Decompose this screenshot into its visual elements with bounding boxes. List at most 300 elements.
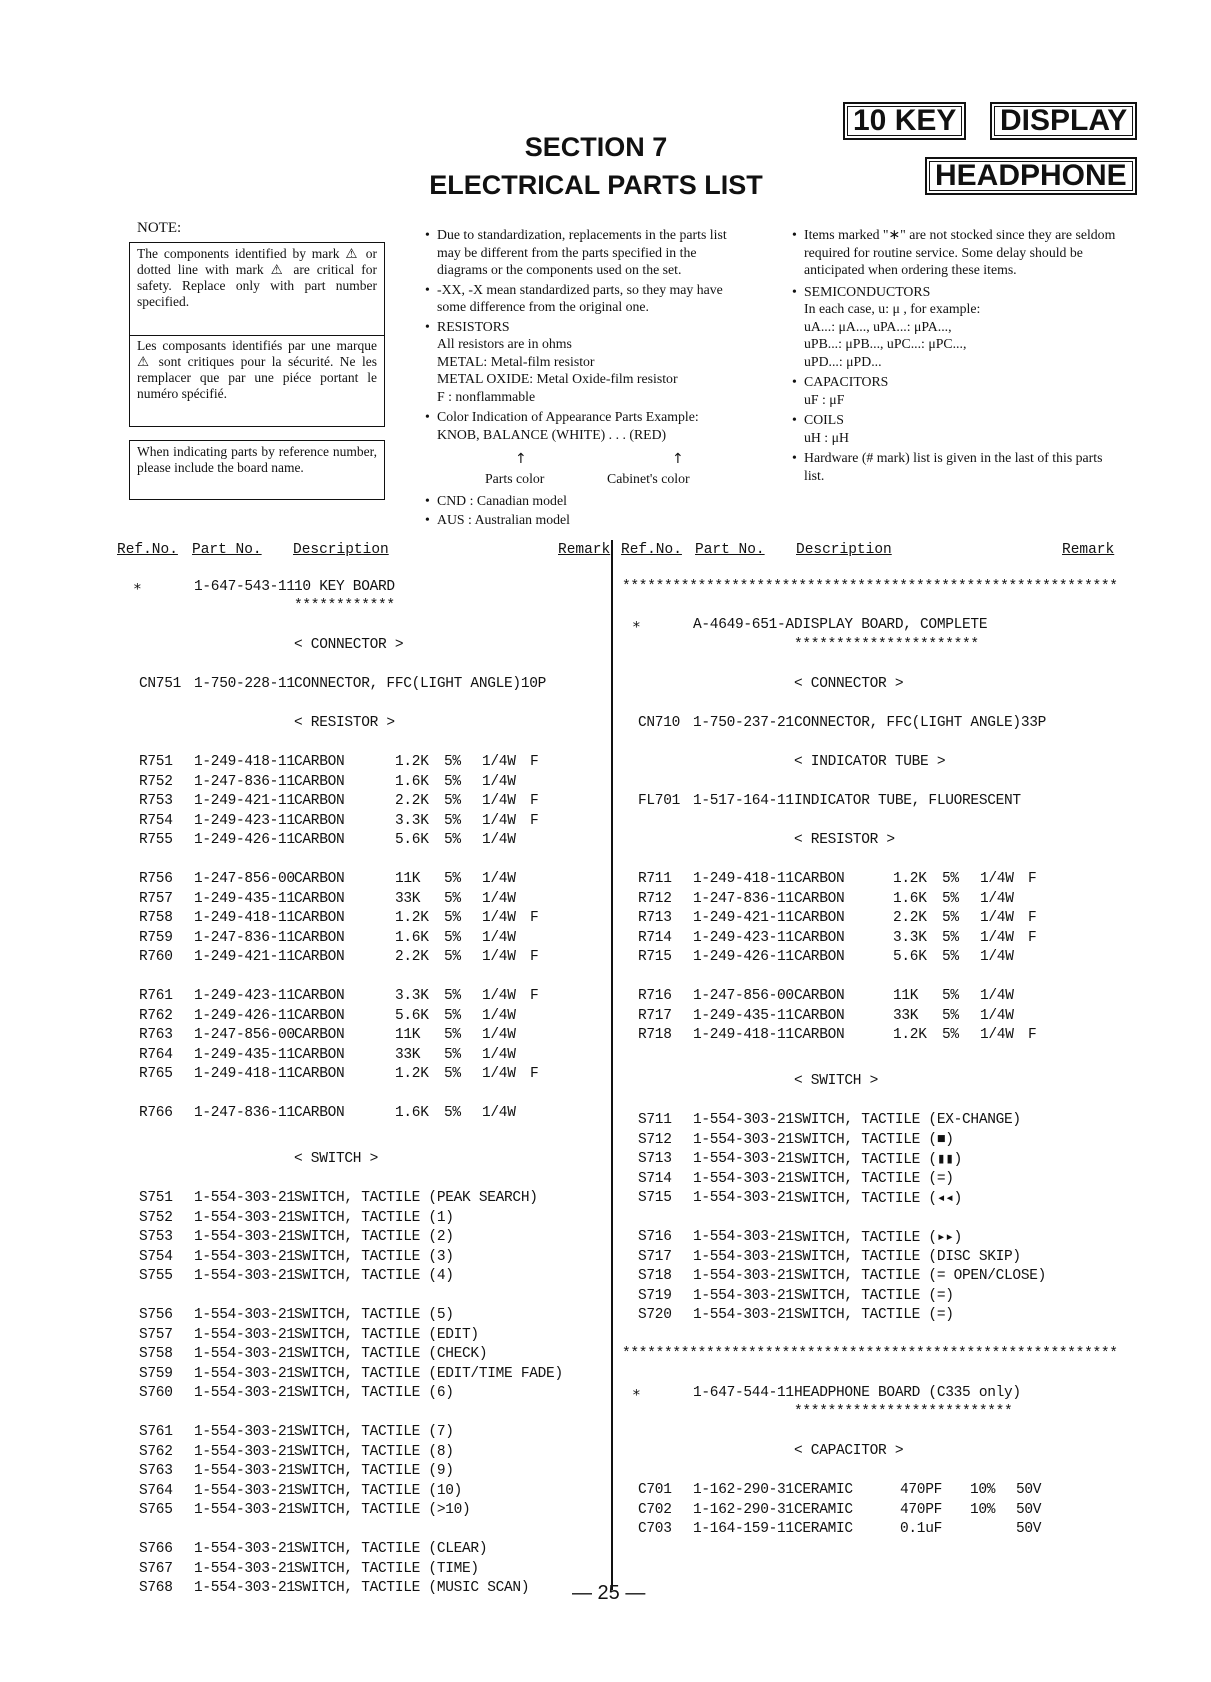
switch-heading: < SWITCH > bbox=[294, 1151, 379, 1167]
type: CARBON bbox=[794, 988, 845, 1004]
desc: SWITCH, TACTILE (= OPEN/CLOSE) bbox=[794, 1268, 1047, 1284]
part: 1-249-418-11 bbox=[693, 871, 794, 887]
ref: R711 bbox=[638, 871, 672, 887]
ref: C702 bbox=[638, 1501, 672, 1518]
value: 3.3K bbox=[395, 988, 429, 1004]
ref: S720 bbox=[638, 1307, 672, 1323]
part: 1-554-303-21 bbox=[693, 1190, 794, 1206]
header-part: Part No. bbox=[695, 542, 765, 558]
wattage: 1/4W bbox=[980, 949, 1014, 965]
value: 33K bbox=[893, 1007, 919, 1024]
value: 1.6K bbox=[893, 890, 927, 907]
board-stars: ************ bbox=[294, 598, 395, 614]
type: CARBON bbox=[794, 929, 845, 946]
value: 470PF bbox=[900, 1482, 943, 1498]
desc: SWITCH, TACTILE (10) bbox=[294, 1482, 463, 1499]
part: 1-554-303-21 bbox=[194, 1482, 295, 1499]
ref: S716 bbox=[638, 1229, 672, 1245]
wattage: 1/4W bbox=[482, 754, 516, 770]
part: 1-554-303-21 bbox=[693, 1170, 794, 1187]
ref: S752 bbox=[139, 1209, 173, 1226]
part: 1-249-426-11 bbox=[194, 832, 295, 848]
desc: SWITCH, TACTILE (▮▮) bbox=[794, 1152, 963, 1168]
part: 1-247-836-11 bbox=[194, 929, 295, 946]
desc: SWITCH, TACTILE (DISC SKIP) bbox=[794, 1248, 1021, 1265]
wattage: 1/4W bbox=[482, 793, 516, 809]
tolerance: 5% bbox=[444, 929, 461, 946]
desc: CONNECTOR, FFC(LIGHT ANGLE)10P bbox=[294, 676, 547, 692]
header-part: Part No. bbox=[192, 542, 262, 558]
part: 1-554-303-21 bbox=[194, 1541, 295, 1557]
type: CARBON bbox=[294, 832, 345, 848]
desc: SWITCH, TACTILE (9) bbox=[294, 1463, 454, 1479]
note-standardization: • Due to standardization, replacements in the parts list may be different from the parts specified in the diagrams or the components used on the set. bbox=[425, 226, 750, 279]
desc: SWITCH, TACTILE (7) bbox=[294, 1424, 454, 1440]
part: 1-247-856-00 bbox=[693, 988, 794, 1004]
type: CARBON bbox=[294, 1105, 345, 1121]
part: 1-554-303-21 bbox=[194, 1190, 295, 1206]
wattage: 1/4W bbox=[482, 773, 516, 790]
note-semi-line: uPB...: μPB..., uPC...: μPC..., bbox=[804, 336, 967, 351]
desc: SWITCH, TACTILE (>10) bbox=[294, 1502, 471, 1518]
tolerance: 5% bbox=[942, 949, 959, 965]
ref: S766 bbox=[139, 1541, 173, 1557]
value: 1.2K bbox=[893, 871, 927, 887]
note-hardware: • Hardware (# mark) list is given in the last of this parts list. bbox=[792, 449, 1117, 484]
part: 1-554-303-21 bbox=[693, 1307, 794, 1323]
ref: R766 bbox=[139, 1105, 173, 1121]
type: CARBON bbox=[294, 929, 345, 946]
header-ref: Ref.No. bbox=[117, 542, 178, 558]
part: 1-249-423-11 bbox=[693, 929, 794, 946]
ref: CN710 bbox=[638, 715, 681, 731]
note-parts-color: Parts color bbox=[485, 471, 545, 486]
part: 1-554-303-21 bbox=[693, 1151, 794, 1167]
ref: R764 bbox=[139, 1046, 173, 1063]
notes-middle bbox=[425, 226, 750, 443]
ref: R712 bbox=[638, 890, 672, 907]
type: CARBON bbox=[294, 910, 345, 926]
type: CARBON bbox=[294, 1046, 345, 1063]
tolerance: 10% bbox=[970, 1501, 996, 1518]
note-cap-line: uF : μF bbox=[804, 391, 845, 407]
ref: S757 bbox=[139, 1326, 173, 1343]
wattage: 1/4W bbox=[482, 1007, 516, 1024]
type: CARBON bbox=[294, 773, 345, 790]
stars-divider: *********************************************************** bbox=[622, 1346, 1118, 1362]
ref: S763 bbox=[139, 1463, 173, 1479]
note-cabinet-color: Cabinet's color bbox=[607, 471, 690, 486]
column-divider bbox=[611, 540, 613, 1590]
wattage: 1/4W bbox=[482, 871, 516, 887]
type: CARBON bbox=[794, 871, 845, 887]
note-items-marked: • Items marked "∗" are not stocked since they are seldom required for routine service. Some delay should be anticipated when ordering these items. bbox=[792, 226, 1117, 279]
type: CARBON bbox=[794, 949, 845, 965]
not-stocked-mark: ∗ bbox=[133, 580, 142, 596]
part: 1-249-423-11 bbox=[194, 988, 295, 1004]
stars-divider: *********************************************************** bbox=[622, 579, 1118, 595]
part: 1-554-303-21 bbox=[194, 1268, 295, 1284]
value: 1.6K bbox=[395, 773, 429, 790]
capacitor-heading: < CAPACITOR > bbox=[794, 1443, 904, 1459]
tolerance: 10% bbox=[970, 1482, 996, 1498]
part: 1-249-426-11 bbox=[194, 1007, 295, 1024]
wattage: 1/4W bbox=[482, 890, 516, 907]
tag-10-key: 10 KEY bbox=[843, 102, 966, 140]
ref: S751 bbox=[139, 1190, 173, 1206]
connector-heading: < CONNECTOR > bbox=[294, 637, 404, 653]
note-resistors-f: F : nonflammable bbox=[437, 388, 536, 404]
value: 3.3K bbox=[395, 812, 429, 829]
note-semi-title: • SEMICONDUCTORS bbox=[792, 283, 1117, 301]
part: 1-554-303-21 bbox=[194, 1346, 295, 1362]
remark: F bbox=[1028, 910, 1037, 926]
ref: R714 bbox=[638, 929, 672, 946]
part: 1-249-435-11 bbox=[194, 890, 295, 907]
ref: R760 bbox=[139, 949, 173, 965]
ref: S762 bbox=[139, 1443, 173, 1460]
part: 1-249-418-11 bbox=[194, 754, 295, 770]
board-part: 1-647-543-11 bbox=[194, 579, 295, 595]
ref: R755 bbox=[139, 832, 173, 848]
desc: SWITCH, TACTILE (4) bbox=[294, 1268, 454, 1284]
value: 3.3K bbox=[893, 929, 927, 946]
not-stocked-mark: ∗ bbox=[632, 1386, 641, 1402]
desc: SWITCH, TACTILE (5) bbox=[294, 1307, 454, 1323]
part: 1-554-303-21 bbox=[194, 1365, 295, 1382]
desc: SWITCH, TACTILE (8) bbox=[294, 1443, 454, 1460]
wattage: 1/4W bbox=[482, 929, 516, 946]
remark: F bbox=[1028, 1027, 1037, 1043]
remark: F bbox=[1028, 929, 1037, 946]
desc: SWITCH, TACTILE (◂◂) bbox=[794, 1191, 963, 1207]
value: 5.6K bbox=[893, 949, 927, 965]
wattage: 1/4W bbox=[482, 949, 516, 965]
type: CERAMIC bbox=[794, 1501, 853, 1518]
part: 1-554-303-21 bbox=[194, 1229, 295, 1245]
note-safety-fr: Les composants identifiés par une marque ⚠ sont critiques pour la sécurité. Ne les remplacer que par une piéce portant le numéro spécifié. bbox=[129, 335, 385, 427]
part: 1-249-418-11 bbox=[693, 1027, 794, 1043]
tag-headphone: HEADPHONE bbox=[925, 157, 1137, 195]
value: 1.6K bbox=[395, 929, 429, 946]
part: 1-554-303-21 bbox=[693, 1131, 794, 1148]
tolerance: 5% bbox=[942, 910, 959, 926]
ref: S765 bbox=[139, 1502, 173, 1518]
note-cap-title: • CAPACITORS bbox=[792, 373, 1117, 391]
type: CERAMIC bbox=[794, 1521, 853, 1537]
value: 1.2K bbox=[395, 1066, 429, 1082]
tolerance: 5% bbox=[444, 988, 461, 1004]
voltage: 50V bbox=[1016, 1482, 1042, 1498]
wattage: 1/4W bbox=[482, 1105, 516, 1121]
remark: F bbox=[530, 949, 539, 965]
ref: R757 bbox=[139, 890, 173, 907]
ref: S754 bbox=[139, 1248, 173, 1265]
desc: INDICATOR TUBE, FLUORESCENT bbox=[794, 793, 1021, 809]
board-name: HEADPHONE BOARD (C335 only) bbox=[794, 1385, 1021, 1401]
ref: S713 bbox=[638, 1151, 672, 1167]
type: CARBON bbox=[294, 754, 345, 770]
part: 1-554-303-21 bbox=[194, 1463, 295, 1479]
board-stars: ********************** bbox=[794, 637, 979, 653]
value: 33K bbox=[395, 890, 421, 907]
type: CARBON bbox=[294, 949, 345, 965]
part: 1-247-836-11 bbox=[194, 773, 295, 790]
note-coil-line: uH : μH bbox=[804, 429, 849, 445]
desc: CONNECTOR, FFC(LIGHT ANGLE)33P bbox=[794, 715, 1047, 731]
desc: SWITCH, TACTILE (▸▸) bbox=[794, 1230, 963, 1246]
desc: SWITCH, TACTILE (CLEAR) bbox=[294, 1541, 488, 1557]
part: 1-249-418-11 bbox=[194, 910, 295, 926]
ref: S758 bbox=[139, 1346, 173, 1362]
resistor-heading: < RESISTOR > bbox=[294, 715, 395, 731]
part: 1-249-421-11 bbox=[194, 949, 295, 965]
value: 470PF bbox=[900, 1501, 943, 1518]
tolerance: 5% bbox=[444, 1066, 461, 1082]
section-title: ELECTRICAL PARTS LIST bbox=[429, 170, 763, 200]
tolerance: 5% bbox=[444, 1046, 461, 1063]
ref: S768 bbox=[139, 1580, 173, 1596]
desc: SWITCH, TACTILE (3) bbox=[294, 1248, 454, 1265]
part: 1-517-164-11 bbox=[693, 793, 794, 809]
wattage: 1/4W bbox=[980, 871, 1014, 887]
note-resistors-title: • RESISTORS bbox=[425, 318, 750, 336]
ref: S711 bbox=[638, 1112, 672, 1128]
notes-models bbox=[425, 492, 750, 530]
part: 1-247-856-00 bbox=[194, 1027, 295, 1043]
desc: SWITCH, TACTILE (EX-CHANGE) bbox=[794, 1112, 1021, 1128]
note-label: NOTE: bbox=[137, 220, 182, 236]
desc: SWITCH, TACTILE (EDIT) bbox=[294, 1326, 479, 1343]
desc: SWITCH, TACTILE (6) bbox=[294, 1385, 454, 1401]
tag-display: DISPLAY bbox=[990, 102, 1137, 140]
note-cnd: • CND : Canadian model bbox=[425, 492, 750, 510]
desc: SWITCH, TACTILE (=) bbox=[794, 1287, 954, 1304]
value: 5.6K bbox=[395, 1007, 429, 1024]
part: 1-554-303-21 bbox=[693, 1287, 794, 1304]
ref: S719 bbox=[638, 1287, 672, 1304]
tolerance: 5% bbox=[942, 871, 959, 887]
wattage: 1/4W bbox=[980, 929, 1014, 946]
remark: F bbox=[530, 793, 539, 809]
value: 11K bbox=[395, 871, 421, 887]
desc: SWITCH, TACTILE (EDIT/TIME FADE) bbox=[294, 1365, 563, 1382]
value: 1.2K bbox=[395, 910, 429, 926]
value: 2.2K bbox=[893, 910, 927, 926]
part: 1-249-421-11 bbox=[693, 910, 794, 926]
part: 1-249-423-11 bbox=[194, 812, 295, 829]
ref: R717 bbox=[638, 1007, 672, 1024]
type: CARBON bbox=[794, 1027, 845, 1043]
wattage: 1/4W bbox=[482, 832, 516, 848]
header-remark: Remark bbox=[1062, 542, 1115, 558]
wattage: 1/4W bbox=[482, 1027, 516, 1043]
note-resistors-metal: METAL: Metal-film resistor bbox=[437, 353, 595, 369]
ref: S755 bbox=[139, 1268, 173, 1284]
remark: F bbox=[530, 812, 539, 829]
ref: S767 bbox=[139, 1560, 173, 1577]
type: CARBON bbox=[294, 890, 345, 907]
remark: F bbox=[530, 1066, 539, 1082]
note-color-title: • Color Indication of Appearance Parts Example: bbox=[425, 408, 750, 426]
ref: S764 bbox=[139, 1482, 173, 1499]
ref: R763 bbox=[139, 1027, 173, 1043]
value: 1.2K bbox=[395, 754, 429, 770]
wattage: 1/4W bbox=[980, 1027, 1014, 1043]
ref: S761 bbox=[139, 1424, 173, 1440]
part: 1-249-426-11 bbox=[693, 949, 794, 965]
desc: SWITCH, TACTILE (CHECK) bbox=[294, 1346, 488, 1362]
part: 1-164-159-11 bbox=[693, 1521, 794, 1537]
tolerance: 5% bbox=[942, 1007, 959, 1024]
tolerance: 5% bbox=[444, 910, 461, 926]
part: 1-554-303-21 bbox=[693, 1112, 794, 1128]
remark: F bbox=[530, 754, 539, 770]
note-semi-line: uA...: μA..., uPA...: μPA..., bbox=[804, 318, 952, 334]
ref: FL701 bbox=[638, 793, 681, 809]
ref: R759 bbox=[139, 929, 173, 946]
part: 1-554-303-21 bbox=[194, 1385, 295, 1401]
ref: S718 bbox=[638, 1268, 672, 1284]
desc: SWITCH, TACTILE (PEAK SEARCH) bbox=[294, 1190, 538, 1206]
part: 1-554-303-21 bbox=[693, 1268, 794, 1284]
type: CARBON bbox=[794, 1007, 845, 1024]
tolerance: 5% bbox=[444, 871, 461, 887]
ref: C703 bbox=[638, 1521, 672, 1537]
wattage: 1/4W bbox=[980, 988, 1014, 1004]
resistor-heading: < RESISTOR > bbox=[794, 832, 895, 848]
tolerance: 5% bbox=[444, 890, 461, 907]
ref: R762 bbox=[139, 1007, 173, 1024]
tolerance: 5% bbox=[444, 832, 461, 848]
part: 1-249-421-11 bbox=[194, 793, 295, 809]
arrow-up-icon: ↑ bbox=[515, 451, 527, 467]
not-stocked-mark: ∗ bbox=[632, 618, 641, 634]
part: 1-249-435-11 bbox=[194, 1046, 295, 1063]
ref: CN751 bbox=[139, 676, 182, 692]
note-semi-line: In each case, u: μ , for example: bbox=[804, 301, 981, 316]
header-description: Description bbox=[293, 542, 389, 558]
part: 1-554-303-21 bbox=[194, 1560, 295, 1577]
desc: SWITCH, TACTILE (■) bbox=[794, 1131, 954, 1148]
type: CARBON bbox=[294, 988, 345, 1004]
tolerance: 5% bbox=[942, 890, 959, 907]
note-reference: When indicating parts by reference number, please include the board name. bbox=[129, 440, 385, 500]
value: 5.6K bbox=[395, 832, 429, 848]
value: 1.2K bbox=[893, 1027, 927, 1043]
note-color-example: KNOB, BALANCE (WHITE) . . . (RED) bbox=[437, 426, 667, 442]
note-xx: • -XX, -X mean standardized parts, so they may have some difference from the original one. bbox=[425, 281, 750, 316]
ref: R758 bbox=[139, 910, 173, 926]
part: 1-554-303-21 bbox=[194, 1248, 295, 1265]
tolerance: 5% bbox=[444, 1105, 461, 1121]
board-name: DISPLAY BOARD, COMPLETE bbox=[794, 617, 988, 633]
notes-right bbox=[792, 226, 1117, 486]
ref: S717 bbox=[638, 1248, 672, 1265]
value: 33K bbox=[395, 1046, 421, 1063]
note-resistors-ohms: All resistors are in ohms bbox=[437, 336, 572, 351]
part: 1-554-303-21 bbox=[194, 1502, 295, 1518]
part: 1-247-856-00 bbox=[194, 871, 295, 887]
ref: C701 bbox=[638, 1482, 672, 1498]
tolerance: 5% bbox=[942, 988, 959, 1004]
remark: F bbox=[1028, 871, 1037, 887]
ref: R715 bbox=[638, 949, 672, 965]
ref: R756 bbox=[139, 871, 173, 887]
note-coil-title: • COILS bbox=[792, 411, 1117, 429]
ref: R754 bbox=[139, 812, 173, 829]
type: CARBON bbox=[294, 1027, 345, 1043]
part: 1-554-303-21 bbox=[194, 1580, 295, 1596]
value: 0.1uF bbox=[900, 1521, 943, 1537]
value: 2.2K bbox=[395, 793, 429, 809]
ref: R713 bbox=[638, 910, 672, 926]
wattage: 1/4W bbox=[980, 910, 1014, 926]
board-name: 10 KEY BOARD bbox=[294, 579, 395, 595]
connector-heading: < CONNECTOR > bbox=[794, 676, 904, 692]
remark: F bbox=[530, 988, 539, 1004]
type: CARBON bbox=[294, 812, 345, 829]
note-semi-line: uPD...: μPD... bbox=[804, 353, 882, 369]
part: 1-249-418-11 bbox=[194, 1066, 295, 1082]
board-stars: ************************** bbox=[794, 1404, 1013, 1420]
ref: R752 bbox=[139, 773, 173, 790]
board-part: A-4649-651-A bbox=[693, 617, 794, 633]
ref: R753 bbox=[139, 793, 173, 809]
desc: SWITCH, TACTILE (MUSIC SCAN) bbox=[294, 1580, 530, 1596]
wattage: 1/4W bbox=[482, 910, 516, 926]
part: 1-162-290-31 bbox=[693, 1482, 794, 1498]
wattage: 1/4W bbox=[482, 812, 516, 829]
wattage: 1/4W bbox=[980, 890, 1014, 907]
type: CARBON bbox=[294, 871, 345, 887]
tolerance: 5% bbox=[942, 929, 959, 946]
desc: SWITCH, TACTILE (2) bbox=[294, 1229, 454, 1245]
ref: R765 bbox=[139, 1066, 173, 1082]
ref: S756 bbox=[139, 1307, 173, 1323]
note-aus: • AUS : Australian model bbox=[425, 511, 750, 529]
tolerance: 5% bbox=[942, 1027, 959, 1043]
ref: S753 bbox=[139, 1229, 173, 1245]
header-remark: Remark bbox=[558, 542, 611, 558]
part: 1-162-290-31 bbox=[693, 1501, 794, 1518]
wattage: 1/4W bbox=[482, 988, 516, 1004]
type: CARBON bbox=[294, 793, 345, 809]
part: 1-247-836-11 bbox=[194, 1105, 295, 1121]
ref: R761 bbox=[139, 988, 173, 1004]
desc: SWITCH, TACTILE (TIME) bbox=[294, 1560, 479, 1577]
desc: SWITCH, TACTILE (=) bbox=[794, 1307, 954, 1323]
board-part: 1-647-544-11 bbox=[693, 1385, 794, 1401]
note-resistors-oxide: METAL OXIDE: Metal Oxide-film resistor bbox=[437, 371, 678, 386]
remark: F bbox=[530, 910, 539, 926]
part: 1-554-303-21 bbox=[693, 1229, 794, 1245]
wattage: 1/4W bbox=[482, 1046, 516, 1063]
tolerance: 5% bbox=[444, 754, 461, 770]
type: CARBON bbox=[294, 1066, 345, 1082]
part: 1-554-303-21 bbox=[194, 1326, 295, 1343]
ref: R751 bbox=[139, 754, 173, 770]
type: CARBON bbox=[794, 890, 845, 907]
type: CARBON bbox=[794, 910, 845, 926]
ref: R718 bbox=[638, 1027, 672, 1043]
wattage: 1/4W bbox=[980, 1007, 1014, 1024]
part: 1-554-303-21 bbox=[194, 1209, 295, 1226]
part: 1-247-836-11 bbox=[693, 890, 794, 907]
ref: R716 bbox=[638, 988, 672, 1004]
value: 11K bbox=[893, 988, 919, 1004]
voltage: 50V bbox=[1016, 1501, 1042, 1518]
